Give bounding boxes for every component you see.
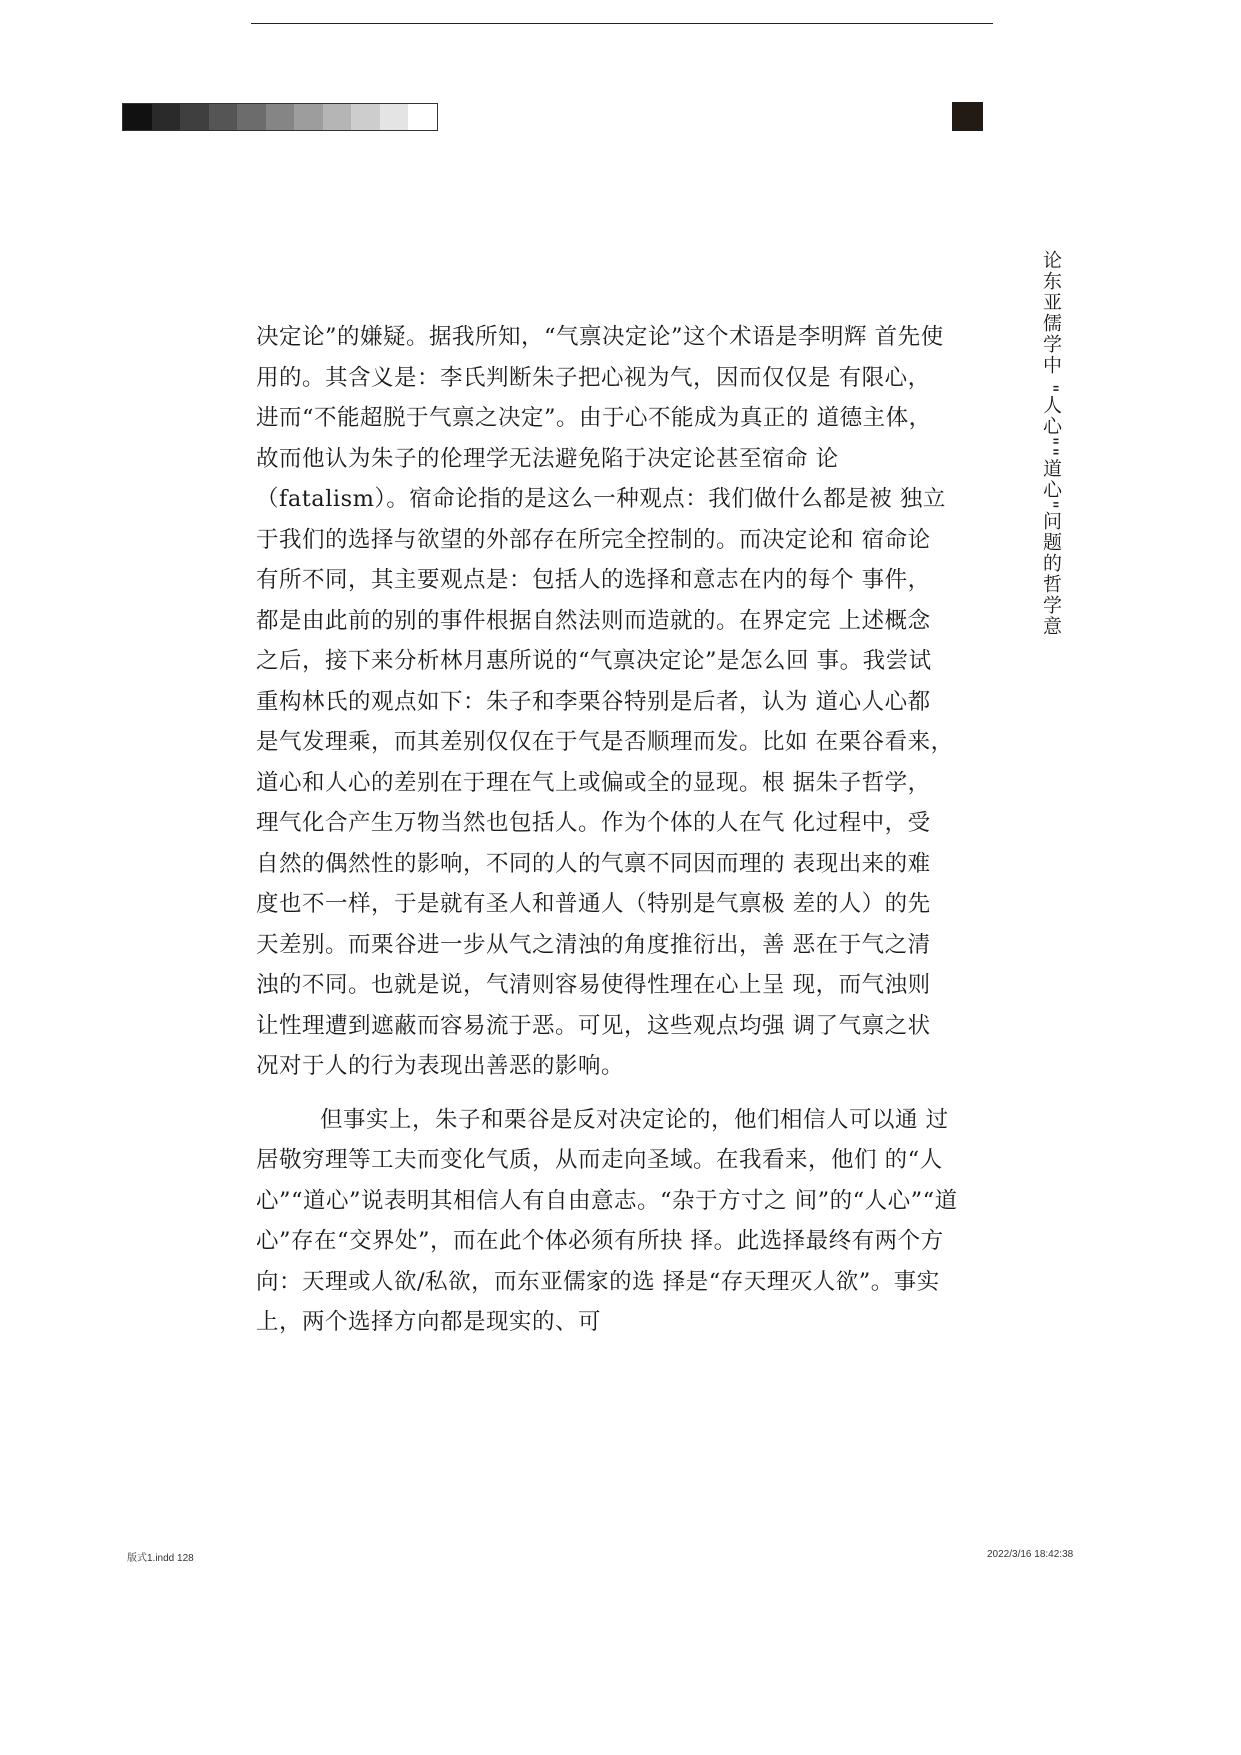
- body-text: [256, 317, 989, 1343]
- text-line: 用的。其含义是：李氏判断朱子把心视为气，因而仅仅是 有限心，: [256, 364, 931, 391]
- paragraph-2: [256, 1100, 989, 1343]
- text-line: 理气化合产生万物当然也包括人。作为个体的人在气 化过程中，受: [256, 810, 931, 836]
- text-line: 居敬穷理等工夫而变化气质，从而走向圣域。在我看来，他们 的“人: [256, 1147, 943, 1173]
- running-head: 论东亚儒学中 "人心""道心"问题的哲学意: [1040, 250, 1062, 637]
- text-line: 天差别。而栗谷进一步从气之清浊的角度推衍出，善 恶在于气之清: [256, 931, 931, 958]
- text-line: 心”存在“交界处”，而在此个体必须有所抉 择。此选择最终有两个方: [256, 1228, 944, 1254]
- gray-swatch: [152, 104, 181, 130]
- gray-swatch: [180, 104, 209, 130]
- gray-swatch: [408, 104, 437, 130]
- text-line: 向：天理或人欲/私欲，而东亚儒家的选 择是“存天理灭人欲”。事实: [256, 1268, 940, 1295]
- text-line: 浊的不同。也就是说，气清则容易使得性理在心上呈 现，而气浊则: [256, 972, 931, 998]
- gray-swatch: [323, 104, 352, 130]
- text-line: 是气发理乘，而其差别仅仅在于气是否顺理而发。比如 在栗谷看来，: [256, 729, 954, 755]
- text-line: 上，两个选择方向都是现实的、可: [256, 1309, 602, 1335]
- text-line: 心”“道心”说表明其相信人有自由意志。“杂于方寸之 间”的“人心”“道: [256, 1187, 958, 1214]
- grayscale-calibration-bar: [122, 103, 438, 131]
- text-line: 道心和人心的差别在于理在气上或偏或全的显现。根 据朱子哲学，: [256, 769, 931, 796]
- text-line: 决定论”的嫌疑。据我所知，“气禀决定论”这个术语是李明辉 首先使: [256, 324, 944, 350]
- text-line: 度也不一样，于是就有圣人和普通人（特别是气禀极 差的人）的先: [256, 891, 931, 917]
- text-line: 但事实上，朱子和栗谷是反对决定论的，他们相信人可以通 过: [320, 1106, 949, 1133]
- footer-timestamp: 2022/3/16 18:42:38: [987, 1549, 1074, 1560]
- gray-swatch: [209, 104, 238, 130]
- text-line: 重构林氏的观点如下：朱子和李栗谷特别是后者，认为 道心人心都: [256, 688, 931, 715]
- text-line: 于我们的选择与欲望的外部存在所完全控制的。而决定论和 宿命论: [256, 526, 931, 553]
- text-line: 有所不同，其主要观点是：包括人的选择和意志在内的每个 事件，: [256, 567, 931, 593]
- text-line: （fatalism）。宿命论指的是这么一种观点：我们做什么都是被 独立: [256, 486, 946, 512]
- gray-swatch: [123, 104, 152, 130]
- gray-swatch: [380, 104, 409, 130]
- text-line: 都是由此前的别的事件根据自然法则而造就的。在界定完 上述概念: [256, 607, 931, 634]
- top-rule: [251, 23, 993, 24]
- text-line: 自然的偶然性的影响，不同的人的气禀不同因而理的 表现出来的难: [256, 850, 931, 877]
- text-line: 之后，接下来分析林月惠所说的“气禀决定论”是怎么回 事。我尝试: [256, 648, 932, 674]
- text-line: 让性理遭到遮蔽而容易流于恶。可见，这些观点均强 调了气禀之状: [256, 1012, 931, 1039]
- footer-file-info: 版式1.indd 128: [127, 1553, 194, 1564]
- gray-swatch: [351, 104, 380, 130]
- gray-swatch: [294, 104, 323, 130]
- registration-block: [952, 102, 983, 131]
- paragraph-1: [256, 317, 989, 1087]
- gray-swatch: [266, 104, 295, 130]
- gray-swatch: [237, 104, 266, 130]
- text-line: 况对于人的行为表现出善恶的影响。: [256, 1053, 625, 1079]
- text-line: 进而“不能超脱于气禀之决定”。由于心不能成为真正的 道德主体，: [256, 405, 932, 431]
- text-line: 故而他认为朱子的伦理学无法避免陷于决定论甚至宿命 论: [256, 445, 839, 472]
